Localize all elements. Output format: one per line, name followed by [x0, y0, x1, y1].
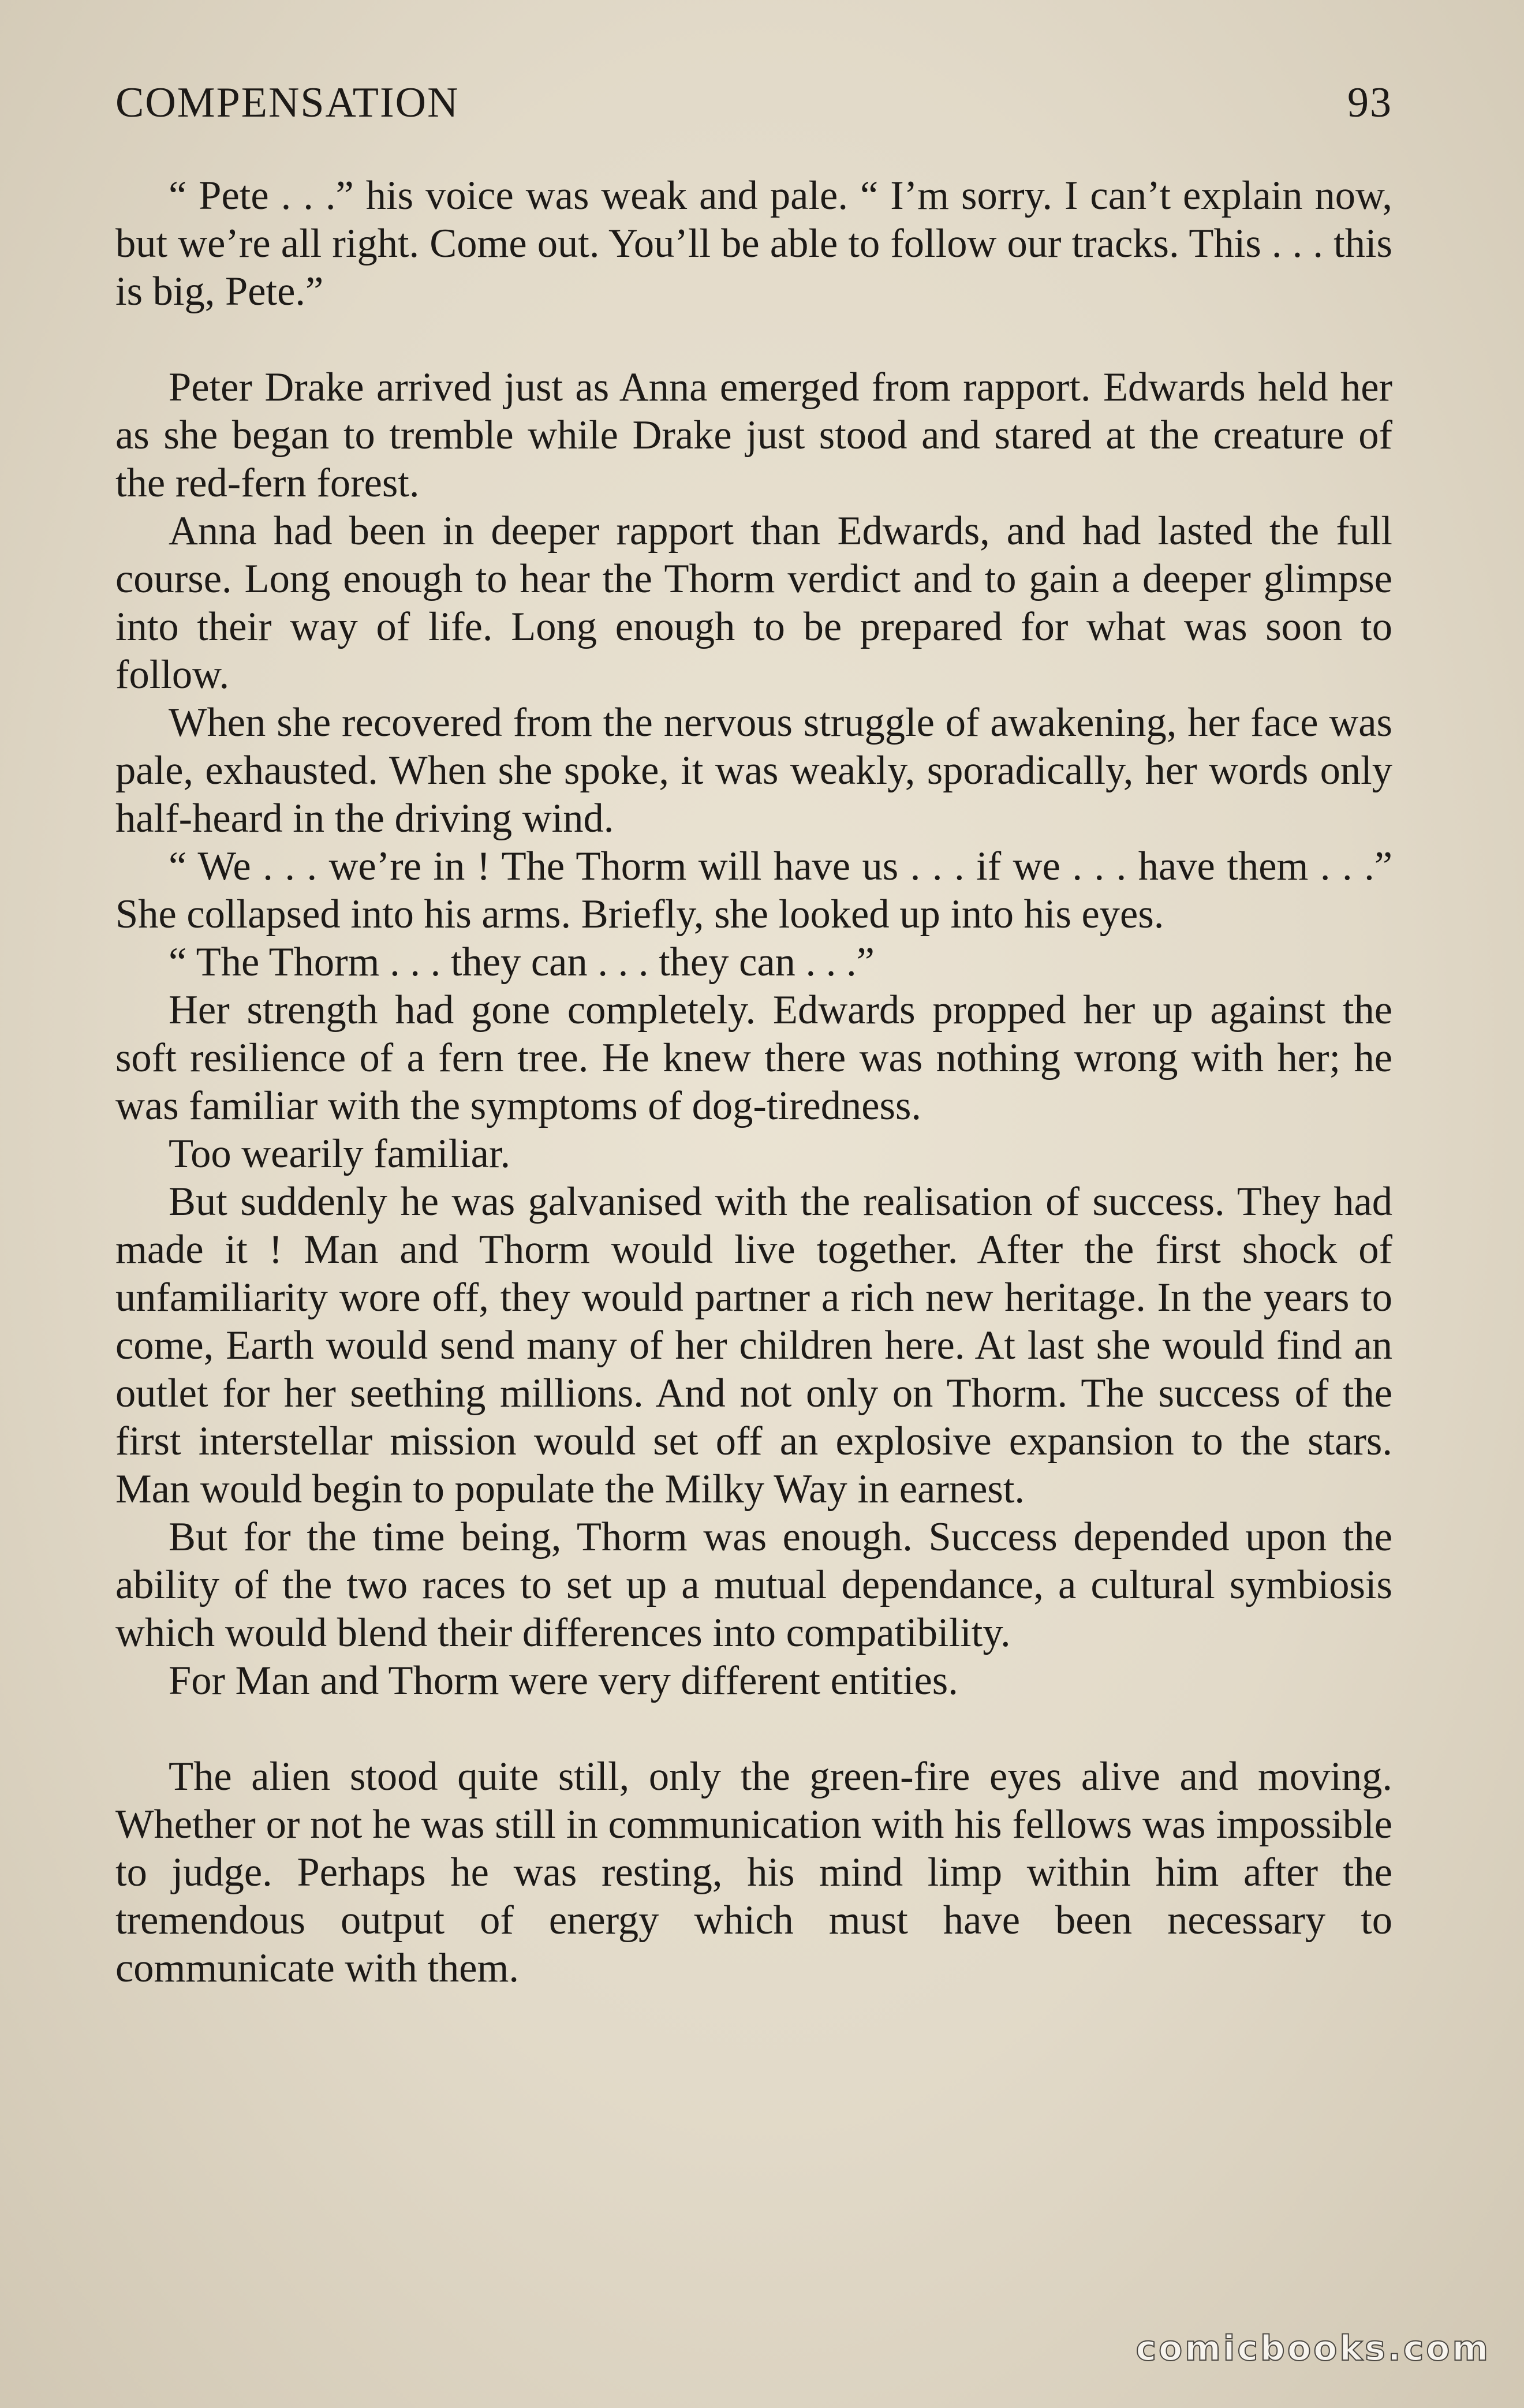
watermark: comicbooks.com [1135, 2328, 1491, 2369]
paragraph: Anna had been in deeper rapport than Edwards, and had lasted the full course. Long enough to hear the Thorm verdict and to gain a deeper glimpse into their way of life. Long enough to be prepared for what was soon to follow. [115, 508, 1392, 697]
page-number: 93 [1347, 78, 1392, 126]
chapter-title: COMPENSATION [115, 78, 460, 126]
paragraph: The alien stood quite still, only the green-fire eyes alive and moving. Whether or not he was still in communication with his fellows was impossible to judge. Perhaps he was resting, his mind limp within him after the tremendous output of energy which must have been necessary to communicate with them. [115, 1754, 1392, 1991]
body-text [115, 172, 1392, 1992]
paragraph: “ Pete . . .” his voice was weak and pale. “ I’m sorry. I can’t explain now, but we’re all right. Come out. You’ll be able to follow our tracks. This . . . this is big, Pete.” [115, 173, 1392, 314]
paragraph: But suddenly he was galvanised with the realisation of success. They had made it ! Man and Thorm would live together. After the first shock of unfamiliarity wore off, they would partner a rich new heritage. In the years to come, Earth would send many of her children here. At last she would find an outlet for her seething millions. And not only on Thorm. The success of the first interstellar mission would set off an explosive expansion to the stars. Man would begin to populate the Milky Way in earnest. [115, 1179, 1392, 1512]
paragraph: When she recovered from the nervous struggle of awakening, her face was pale, exhausted. When she spoke, it was weakly, sporadically, her words only half-heard in the driving wind. [115, 700, 1392, 841]
paragraph: Too wearily familiar. [169, 1131, 511, 1176]
running-head [115, 74, 1392, 132]
paragraph: But for the time being, Thorm was enough. Success depended upon the ability of the two races to set up a mutual dependance, a cultural symbiosis which would blend their differences into compatibility. [115, 1515, 1392, 1655]
section-break [115, 1705, 1392, 1753]
paragraph: “ We . . . we’re in ! The Thorm will have us . . . if we . . . have them . . .” She collapsed into his arms. Briefly, she looked up into his eyes. [115, 844, 1392, 937]
section-break [115, 316, 1392, 364]
paragraph: For Man and Thorm were very different entities. [169, 1658, 958, 1703]
paragraph: Peter Drake arrived just as Anna emerged from rapport. Edwards held her as she began to tremble while Drake just stood and stared at the creature of the red-fern forest. [115, 365, 1392, 506]
paragraph: Her strength had gone completely. Edwards propped her up against the soft resilience of a fern tree. He knew there was nothing wrong with her; he was familiar with the symptoms of dog-tiredness. [115, 988, 1392, 1128]
paragraph: “ The Thorm . . . they can . . . they can . . .” [169, 940, 875, 985]
